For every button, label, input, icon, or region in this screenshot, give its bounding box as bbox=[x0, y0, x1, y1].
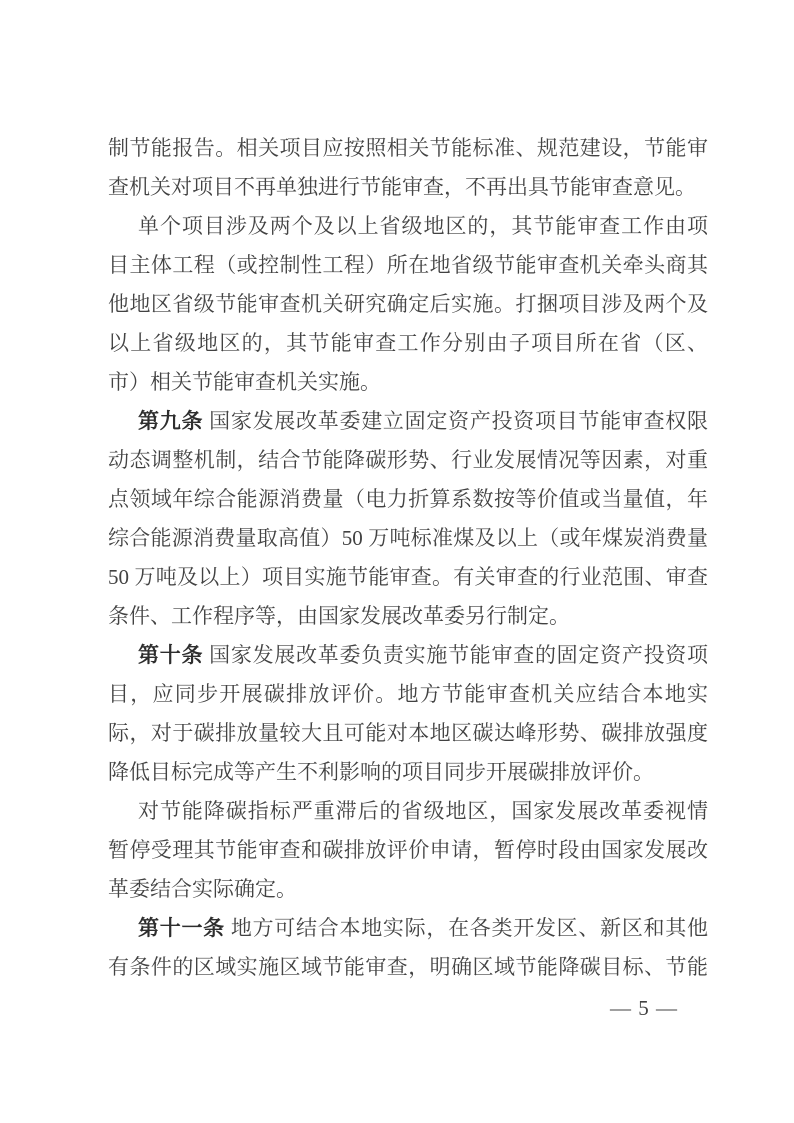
line-text: 际，对于碳排放量较大且可能对本地区碳达峰形势、碳排放强度 bbox=[108, 721, 708, 745]
line-text: 点领域年综合能源消费量（电力折算系数按等价值或当量值，年 bbox=[108, 487, 708, 511]
article-number: 第十一条 bbox=[138, 917, 225, 940]
line-text: 动态调整机制，结合节能降碳形势、行业发展情况等因素，对重 bbox=[108, 448, 708, 472]
text-line bbox=[108, 363, 708, 402]
text-line bbox=[108, 675, 708, 714]
line-text: 市）相关节能审查机关实施。 bbox=[108, 370, 381, 394]
text-line bbox=[108, 792, 708, 831]
article-number: 第九条 bbox=[138, 410, 204, 433]
line-text: 条件、工作程序等，由国家发展改革委另行制定。 bbox=[108, 604, 570, 628]
line-text: 他地区省级节能审查机关研究确定后实施。打捆项目涉及两个及 bbox=[108, 292, 708, 316]
article-number: 第十条 bbox=[138, 644, 204, 667]
line-text: 国家发展改革委负责实施节能审查的固定资产投资项 bbox=[203, 643, 709, 667]
line-text: 对节能降碳指标严重滞后的省级地区，国家发展改革委视情 bbox=[138, 799, 708, 823]
article-line bbox=[108, 402, 708, 441]
page-number: — 5 — bbox=[610, 996, 678, 1020]
text-line bbox=[108, 714, 708, 753]
line-text: 有条件的区域实施区域节能审查，明确区域节能降碳目标、节能 bbox=[108, 955, 708, 979]
text-line bbox=[108, 831, 708, 870]
line-text: 查机关对项目不再单独进行节能审查，不再出具节能审查意见。 bbox=[108, 175, 696, 199]
line-text: 单个项目涉及两个及以上省级地区的，其节能审查工作由项 bbox=[138, 214, 708, 238]
text-line bbox=[108, 597, 708, 636]
line-text: 国家发展改革委建立固定资产投资项目节能审查权限 bbox=[203, 409, 709, 433]
line-text: 目，应同步开展碳排放评价。地方节能审查机关应结合本地实 bbox=[108, 682, 708, 706]
line-text: 50 万吨及以上）项目实施节能审查。有关审查的行业范围、审查 bbox=[108, 565, 708, 589]
document-body bbox=[108, 129, 708, 987]
article-line bbox=[108, 636, 708, 675]
text-line bbox=[108, 519, 708, 558]
text-line bbox=[108, 558, 708, 597]
text-line bbox=[108, 948, 708, 987]
line-text: 革委结合实际确定。 bbox=[108, 877, 297, 901]
text-line bbox=[108, 441, 708, 480]
text-line bbox=[108, 246, 708, 285]
line-text: 暂停受理其节能审查和碳排放评价申请，暂停时段由国家发展改 bbox=[108, 838, 708, 862]
line-text: 以上省级地区的，其节能审查工作分别由子项目所在省（区、 bbox=[108, 331, 708, 355]
line-text: 地方可结合本地实际，在各类开发区、新区和其他 bbox=[224, 916, 709, 940]
text-line bbox=[108, 168, 708, 207]
article-line bbox=[108, 909, 708, 948]
text-line bbox=[108, 480, 708, 519]
text-line bbox=[108, 324, 708, 363]
text-line bbox=[108, 285, 708, 324]
text-line bbox=[108, 753, 708, 792]
line-text: 降低目标完成等产生不利影响的项目同步开展碳排放评价。 bbox=[108, 760, 654, 784]
line-text: 综合能源消费量取高值）50 万吨标准煤及以上（或年煤炭消费量 bbox=[108, 526, 708, 550]
text-line bbox=[108, 207, 708, 246]
text-line bbox=[108, 129, 708, 168]
text-line bbox=[108, 870, 708, 909]
line-text: 目主体工程（或控制性工程）所在地省级节能审查机关牵头商其 bbox=[108, 253, 708, 277]
line-text: 制节能报告。相关项目应按照相关节能标准、规范建设，节能审 bbox=[108, 136, 708, 160]
